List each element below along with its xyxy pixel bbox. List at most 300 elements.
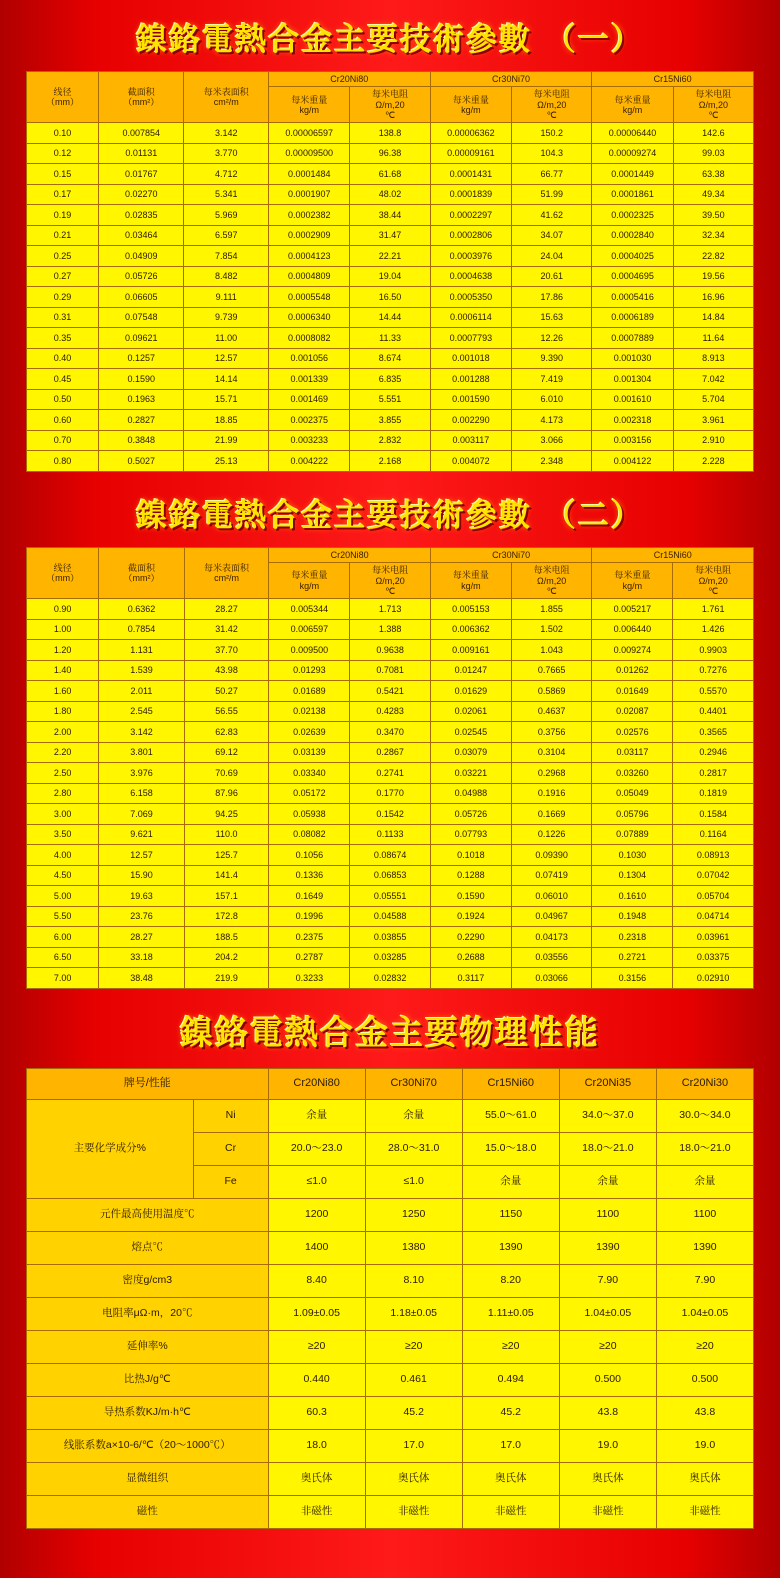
- table-cell: 39.50: [673, 205, 753, 226]
- table-row: [27, 865, 754, 886]
- table-cell: 20.61: [512, 266, 592, 287]
- table-cell: 16.50: [350, 287, 430, 308]
- col-header-mass-1: [268, 87, 350, 123]
- table-cell: 0.08082: [269, 824, 350, 845]
- table-cell: 0.4637: [511, 701, 592, 722]
- spec-table-part1-body: [27, 123, 754, 472]
- table-cell: 0.1056: [269, 845, 350, 866]
- col-header-mass-2: [430, 563, 511, 599]
- table-cell: 1150: [462, 1198, 559, 1231]
- table-cell: 0.9903: [673, 640, 754, 661]
- table-cell: 38.44: [350, 205, 430, 226]
- table-cell: 1.80: [27, 701, 99, 722]
- table-row: [27, 619, 754, 640]
- spec-table-head: [27, 72, 754, 123]
- table-cell: 0.03066: [511, 968, 592, 989]
- table-cell: 60.3: [268, 1396, 365, 1429]
- table-cell: 99.03: [673, 143, 753, 164]
- table-cell: 3.801: [99, 742, 184, 763]
- table-cell: 0.1133: [350, 824, 431, 845]
- table-cell: 0.004222: [268, 451, 350, 472]
- table-cell: 3.066: [512, 430, 592, 451]
- table-cell: 余量: [656, 1165, 753, 1198]
- table-cell: 0.009274: [592, 640, 673, 661]
- physical-table-body: [27, 1099, 754, 1528]
- table-cell: 0.007854: [99, 123, 184, 144]
- table-cell: 1380: [365, 1231, 462, 1264]
- table-row: [27, 1363, 754, 1396]
- table-cell: 12.57: [184, 348, 268, 369]
- table-cell: 24.04: [512, 246, 592, 267]
- table-cell: 0.004122: [592, 451, 674, 472]
- table-cell: 0.04988: [430, 783, 511, 804]
- table-cell: 8.20: [462, 1264, 559, 1297]
- table-cell: 0.1948: [592, 906, 673, 927]
- table-cell: 15.63: [512, 307, 592, 328]
- table-cell: 9.739: [184, 307, 268, 328]
- table-cell: 8.40: [268, 1264, 365, 1297]
- table-cell: 0.0004123: [268, 246, 350, 267]
- table-row: [27, 742, 754, 763]
- table-cell: 30.0～34.0: [656, 1099, 753, 1132]
- table-cell: 0.0002840: [592, 225, 674, 246]
- res-label-line3: ℃: [546, 585, 557, 596]
- table-row: [27, 845, 754, 866]
- table-cell: 0.500: [656, 1363, 753, 1396]
- table-cell: 1100: [656, 1198, 753, 1231]
- table-cell: 4.00: [27, 845, 99, 866]
- table-cell: 0.12: [27, 143, 99, 164]
- table-cell: 0.0001907: [268, 184, 350, 205]
- table-cell: 0.00009274: [592, 143, 674, 164]
- table-row: [27, 783, 754, 804]
- table-cell: 0.004072: [430, 451, 512, 472]
- wire-label-line2: （mm）: [46, 573, 80, 584]
- table-cell: 0.07419: [511, 865, 592, 886]
- table-cell: 55.0～61.0: [462, 1099, 559, 1132]
- res-label-line1: 每米电阻: [372, 565, 409, 576]
- res-label-line1: 每米电阻: [695, 565, 732, 576]
- table-cell: 37.70: [184, 640, 269, 661]
- table-cell: 0.25: [27, 246, 99, 267]
- table-cell: 18.0～21.0: [559, 1132, 656, 1165]
- table-cell: 0.461: [365, 1363, 462, 1396]
- table-cell: 0.01247: [430, 660, 511, 681]
- table-cell: 0.0004638: [430, 266, 512, 287]
- table-cell: 0.27: [27, 266, 99, 287]
- col-header-resistance-2: [512, 87, 592, 123]
- table-cell: 2.80: [27, 783, 99, 804]
- table-cell: 0.4401: [673, 701, 754, 722]
- table-cell: 0.001339: [268, 369, 350, 390]
- table-row: [27, 722, 754, 743]
- table-cell: 1200: [268, 1198, 365, 1231]
- mass-label-line2: kg/m: [622, 580, 643, 591]
- table-cell: 0.009500: [269, 640, 350, 661]
- table-cell: 21.99: [184, 430, 268, 451]
- table-cell: 0.00006597: [268, 123, 350, 144]
- table-cell: 0.09621: [99, 328, 184, 349]
- table-cell: 1.426: [673, 619, 754, 640]
- table-cell: 0.440: [268, 1363, 365, 1396]
- table-cell: 0.02835: [99, 205, 184, 226]
- table-cell: 0.02576: [592, 722, 673, 743]
- table-row: [27, 328, 754, 349]
- wire-label-line1: 线径: [53, 86, 72, 97]
- table-row: [27, 246, 754, 267]
- table-cell: 0.0007793: [430, 328, 512, 349]
- spec-table-head-2: [27, 547, 754, 598]
- table-cell: 28.27: [99, 927, 184, 948]
- table-cell: 0.80: [27, 451, 99, 472]
- table-row: [27, 1330, 754, 1363]
- group-header-cr30ni70: Cr30Ni70: [430, 547, 592, 562]
- table-cell: 8.482: [184, 266, 268, 287]
- table-cell: 2.545: [99, 701, 184, 722]
- table-cell: 0.001610: [592, 389, 674, 410]
- table-cell: 41.62: [512, 205, 592, 226]
- table-cell: 0.01262: [592, 660, 673, 681]
- table-cell: 5.00: [27, 886, 99, 907]
- table-cell: 0.2741: [350, 763, 431, 784]
- table-cell: 5.551: [350, 389, 430, 410]
- table-cell: 0.01131: [99, 143, 184, 164]
- table-cell: 0.17: [27, 184, 99, 205]
- table-row: [27, 906, 754, 927]
- table-cell: 38.48: [99, 968, 184, 989]
- table-row: [27, 968, 754, 989]
- spec-table-part1: [26, 71, 754, 472]
- table-cell: 0.15: [27, 164, 99, 185]
- table-cell: 0.1018: [430, 845, 511, 866]
- table-cell: 0.1996: [269, 906, 350, 927]
- col-header-resistance-3: [673, 563, 754, 599]
- table-cell: 0.02910: [673, 968, 754, 989]
- table-cell: 0.494: [462, 1363, 559, 1396]
- table-row: [27, 886, 754, 907]
- table-row: [27, 389, 754, 410]
- table-cell: 0.03375: [673, 947, 754, 968]
- table-cell: 12.57: [99, 845, 184, 866]
- table-cell: 0.500: [559, 1363, 656, 1396]
- table-cell: 0.21: [27, 225, 99, 246]
- table-cell: 0.06853: [350, 865, 431, 886]
- table-cell: 25.13: [184, 451, 268, 472]
- table-cell: 0.08674: [350, 845, 431, 866]
- table-cell: 0.003117: [430, 430, 512, 451]
- table-cell: 0.1924: [430, 906, 511, 927]
- table-cell: 0.03079: [430, 742, 511, 763]
- table-cell: 0.02270: [99, 184, 184, 205]
- table-cell: 0.003233: [268, 430, 350, 451]
- table-cell: 0.0001839: [430, 184, 512, 205]
- table-row: [27, 701, 754, 722]
- table-cell: 0.07042: [673, 865, 754, 886]
- table-cell: 0.05172: [269, 783, 350, 804]
- table-cell: 96.38: [350, 143, 430, 164]
- area-label-line2: （mm²）: [123, 573, 160, 584]
- table-cell: 0.005153: [430, 599, 511, 620]
- table-cell: 0.40: [27, 348, 99, 369]
- table-cell: 1.60: [27, 681, 99, 702]
- table-cell: 0.005217: [592, 599, 673, 620]
- table-cell: 0.0001861: [592, 184, 674, 205]
- res-label-line1: 每米电阻: [533, 89, 570, 100]
- table-cell: 172.8: [184, 906, 269, 927]
- table-cell: 141.4: [184, 865, 269, 886]
- table-cell: 0.3233: [269, 968, 350, 989]
- table-cell: 0.05938: [269, 804, 350, 825]
- table-cell: 14.84: [673, 307, 753, 328]
- row-header-chemical-composition: 主要化学成分%: [27, 1099, 194, 1198]
- table-cell: 6.597: [184, 225, 268, 246]
- table-row: [27, 599, 754, 620]
- table-row: [27, 225, 754, 246]
- col-header-mass-1: [269, 563, 350, 599]
- surface-label-line2: cm²/m: [214, 573, 240, 584]
- table-cell: 3.855: [350, 410, 430, 431]
- table-cell: 0.04588: [350, 906, 431, 927]
- table-cell: 余量: [462, 1165, 559, 1198]
- page-title-part2: 鎳鉻電熱合金主要技術參數 （二）: [136, 497, 644, 534]
- table-cell: 11.00: [184, 328, 268, 349]
- table-cell: 18.0: [268, 1429, 365, 1462]
- table-cell: 2.228: [673, 451, 753, 472]
- table-row: [27, 1495, 754, 1528]
- table-cell: 0.07793: [430, 824, 511, 845]
- res-label-line2: Ω/m,20: [698, 99, 729, 110]
- table-cell: 2.168: [350, 451, 430, 472]
- table-cell: 0.03340: [269, 763, 350, 784]
- table-cell: 0.1610: [592, 886, 673, 907]
- table-cell: 0.001030: [592, 348, 674, 369]
- table-cell: 0.0006340: [268, 307, 350, 328]
- table-cell: 11.64: [673, 328, 753, 349]
- res-label-line1: 每米电阻: [372, 89, 409, 100]
- table-cell: 非磁性: [559, 1495, 656, 1528]
- wire-label-line2: （mm）: [46, 97, 80, 108]
- table-cell: 6.00: [27, 927, 99, 948]
- mass-label-line2: kg/m: [461, 580, 481, 591]
- table-cell: 0.001018: [430, 348, 512, 369]
- table-cell: 3.142: [184, 123, 268, 144]
- table-cell: 0.0006189: [592, 307, 674, 328]
- table-row: [27, 824, 754, 845]
- table-cell: 0.2867: [350, 742, 431, 763]
- table-row: [27, 410, 754, 431]
- table-cell: 0.7854: [99, 619, 184, 640]
- table-cell: 1.713: [350, 599, 431, 620]
- col-header-cr20ni35: Cr20Ni35: [559, 1068, 656, 1099]
- table-cell: 62.83: [184, 722, 269, 743]
- table-row: [27, 1099, 754, 1132]
- table-cell: 4.712: [184, 164, 268, 185]
- table-cell: 2.832: [350, 430, 430, 451]
- table-cell: 0.002375: [268, 410, 350, 431]
- col-header-area: [99, 547, 184, 598]
- table-cell: 0.60: [27, 410, 99, 431]
- table-cell: 0.07889: [592, 824, 673, 845]
- table-cell: 0.1304: [592, 865, 673, 886]
- corner-header: 牌号/性能: [27, 1068, 269, 1099]
- table-row: [27, 451, 754, 472]
- table-cell: 17.0: [365, 1429, 462, 1462]
- table-cell: 4.50: [27, 865, 99, 886]
- table-cell: 1.539: [99, 660, 184, 681]
- res-label-line3: ℃: [708, 585, 719, 596]
- row-header-property: 元件最高使用温度℃: [27, 1198, 269, 1231]
- table-cell: 12.26: [512, 328, 592, 349]
- table-cell: 3.770: [184, 143, 268, 164]
- table-cell: 0.1030: [592, 845, 673, 866]
- table-cell: 0.0002806: [430, 225, 512, 246]
- table-cell: ≥20: [268, 1330, 365, 1363]
- mass-label-line1: 每米重量: [452, 570, 489, 581]
- table-cell: 0.5027: [99, 451, 184, 472]
- table-cell: 7.854: [184, 246, 268, 267]
- group-header-cr20ni80: Cr20Ni80: [268, 72, 430, 87]
- table-cell: 0.50: [27, 389, 99, 410]
- table-row: [27, 1264, 754, 1297]
- table-cell: 0.04909: [99, 246, 184, 267]
- table-cell: 14.14: [184, 369, 268, 390]
- table-cell: 11.33: [350, 328, 430, 349]
- table-cell: 0.001056: [268, 348, 350, 369]
- page-title-part1: 鎳鉻電熱合金主要技術參數 （一）: [136, 22, 644, 58]
- wire-label-line1: 线径: [53, 562, 72, 573]
- mass-label-line1: 每米重量: [614, 94, 651, 105]
- table-row: [27, 1297, 754, 1330]
- table-cell: 2.348: [512, 451, 592, 472]
- res-label-line3: ℃: [708, 110, 719, 121]
- table-cell: 0.3470: [350, 722, 431, 743]
- col-header-resistance-2: [511, 563, 592, 599]
- table-cell: 0.5421: [350, 681, 431, 702]
- table-cell: 7.00: [27, 968, 99, 989]
- table-cell: 0.006440: [592, 619, 673, 640]
- table-cell: 0.05726: [99, 266, 184, 287]
- res-label-line2: Ω/m,20: [537, 99, 567, 110]
- table-cell: 0.0001431: [430, 164, 512, 185]
- table-row: [27, 640, 754, 661]
- col-header-resistance-1: [350, 87, 430, 123]
- table-cell: 0.45: [27, 369, 99, 390]
- table-cell: 0.001469: [268, 389, 350, 410]
- table-cell: 204.2: [184, 947, 269, 968]
- table-cell: 0.0007889: [592, 328, 674, 349]
- table-cell: 奥氏体: [656, 1462, 753, 1495]
- table-cell: 0.0002382: [268, 205, 350, 226]
- table-cell: 奥氏体: [365, 1462, 462, 1495]
- table-cell: 0.3565: [673, 722, 754, 743]
- table-cell: 1.043: [511, 640, 592, 661]
- surface-label-line2: cm²/m: [213, 97, 239, 108]
- table-cell: 219.9: [184, 968, 269, 989]
- row-header-property: 密度g/cm3: [27, 1264, 269, 1297]
- table-cell: 0.02545: [430, 722, 511, 743]
- table-cell: 1.04±0.05: [559, 1297, 656, 1330]
- table-row: [27, 763, 754, 784]
- table-cell: 5.341: [184, 184, 268, 205]
- table-cell: 0.03139: [269, 742, 350, 763]
- table-cell: 0.02639: [269, 722, 350, 743]
- table-cell: 2.011: [99, 681, 184, 702]
- group-header-cr20ni80: Cr20Ni80: [269, 547, 431, 562]
- table-cell: 17.86: [512, 287, 592, 308]
- col-header-resistance-3: [673, 87, 753, 123]
- table-cell: 1.04±0.05: [656, 1297, 753, 1330]
- col-header-mass-3: [592, 563, 673, 599]
- table-cell: 43.98: [184, 660, 269, 681]
- table-cell: 9.111: [184, 287, 268, 308]
- col-header-resistance-1: [350, 563, 431, 599]
- table-cell: 0.0004025: [592, 246, 674, 267]
- table-cell: 0.009161: [430, 640, 511, 661]
- res-label-line3: ℃: [385, 585, 396, 596]
- table-cell: 0.2946: [673, 742, 754, 763]
- table-cell: 66.77: [512, 164, 592, 185]
- table-cell: 6.010: [512, 389, 592, 410]
- table-cell: 2.20: [27, 742, 99, 763]
- table-cell: 45.2: [462, 1396, 559, 1429]
- table-cell: 5.50: [27, 906, 99, 927]
- table-row: [27, 287, 754, 308]
- table-cell: 0.7276: [673, 660, 754, 681]
- spec-table-part2-wrapper: [26, 547, 754, 989]
- table-cell: 0.04967: [511, 906, 592, 927]
- table-cell: 0.07548: [99, 307, 184, 328]
- table-cell: 34.07: [512, 225, 592, 246]
- table-cell: 142.6: [673, 123, 753, 144]
- table-cell: 3.976: [99, 763, 184, 784]
- table-cell: 0.00009161: [430, 143, 512, 164]
- table-cell: 0.1963: [99, 389, 184, 410]
- table-cell: 奥氏体: [462, 1462, 559, 1495]
- area-label-line1: 截面积: [127, 562, 155, 573]
- table-row: [27, 927, 754, 948]
- table-cell: 43.8: [656, 1396, 753, 1429]
- table-cell: 0.1819: [673, 783, 754, 804]
- table-cell: 0.29: [27, 287, 99, 308]
- row-header-property: 磁性: [27, 1495, 269, 1528]
- table-cell: 6.835: [350, 369, 430, 390]
- table-cell: 0.10: [27, 123, 99, 144]
- row-header-property: 熔点℃: [27, 1231, 269, 1264]
- res-label-line1: 每米电阻: [533, 565, 570, 576]
- table-cell: 9.621: [99, 824, 184, 845]
- table-cell: 0.1590: [430, 886, 511, 907]
- table-cell: 7.042: [673, 369, 753, 390]
- table-cell: 19.0: [559, 1429, 656, 1462]
- table-cell: 0.6362: [99, 599, 184, 620]
- table-cell: 8.913: [673, 348, 753, 369]
- table-cell: 0.01767: [99, 164, 184, 185]
- row-header-property: 显微组织: [27, 1462, 269, 1495]
- table-cell: 6.158: [99, 783, 184, 804]
- table-cell: 0.5570: [673, 681, 754, 702]
- table-cell: 0.2688: [430, 947, 511, 968]
- table-cell: 0.03260: [592, 763, 673, 784]
- table-cell: 2.50: [27, 763, 99, 784]
- table-cell: 1390: [462, 1231, 559, 1264]
- table-cell: 0.2827: [99, 410, 184, 431]
- table-cell: 非磁性: [656, 1495, 753, 1528]
- group-header-cr30ni70: Cr30Ni70: [430, 72, 592, 87]
- row-header-property: 延伸率%: [27, 1330, 269, 1363]
- table-cell: 19.0: [656, 1429, 753, 1462]
- table-cell: 34.0～37.0: [559, 1099, 656, 1132]
- table-cell: 5.704: [673, 389, 753, 410]
